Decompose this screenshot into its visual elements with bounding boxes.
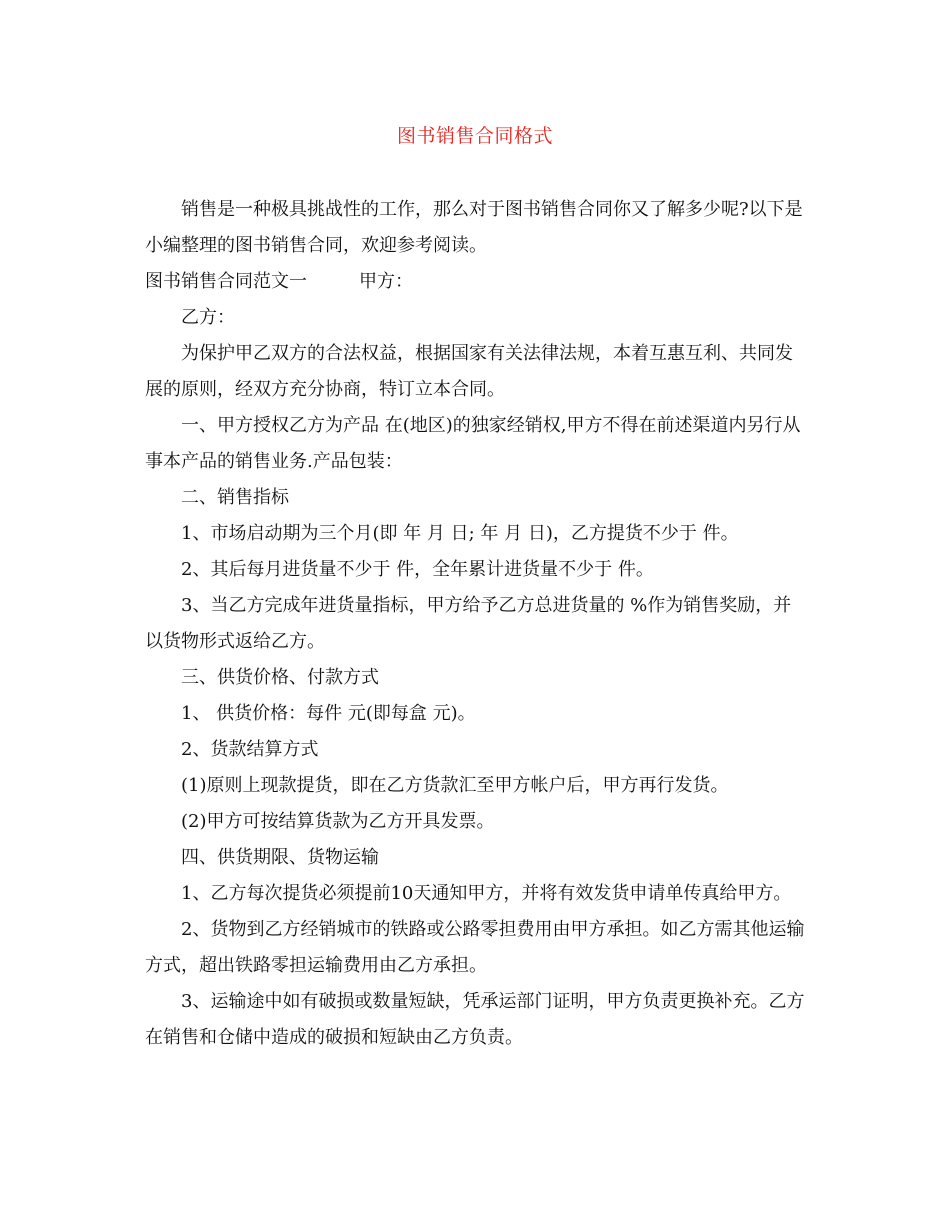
party-b-label: 乙方：	[181, 307, 235, 328]
paragraph: 1、 供货价格：每件 元(即每盒 元)。	[181, 703, 476, 724]
document-body	[145, 192, 805, 1056]
sample-heading: 图书销售合同范文一	[145, 271, 307, 292]
paragraph: 2、货物到乙方经销城市的铁路或公路零担费用由甲方承担。如乙方需其他运输方式，超出铁路零担运输费用由乙方承担。	[145, 919, 805, 976]
paragraph: 3、当乙方完成年进货量指标，甲方给予乙方总进货量的 %作为销售奖励，并以货物形式返给乙方。	[145, 595, 792, 652]
document-title: 图书销售合同格式	[396, 125, 553, 147]
section-heading: 三、供货价格、付款方式	[181, 667, 379, 688]
sample-heading-line	[145, 264, 805, 300]
paragraph: 一、甲方授权乙方为产品 在(地区)的独家经销权,甲方不得在前述渠道内另行从事本产品的销售业务.产品包装：	[145, 415, 801, 472]
paragraph: (2)甲方可按结算货款为乙方开具发票。	[181, 811, 495, 832]
party-a-label: 甲方：	[359, 271, 413, 292]
paragraph: 为保护甲乙双方的合法权益，根据国家有关法律法规，本着互惠互利、共同发展的原则，经双方充分协商，特订立本合同。	[145, 343, 793, 400]
intro-paragraph: 销售是一种极具挑战性的工作，那么对于图书销售合同你又了解多少呢?以下是小编整理的图书销售合同，欢迎参考阅读。	[145, 199, 803, 256]
paragraph: 2、货款结算方式	[181, 739, 319, 760]
paragraph: (1)原则上现款提货，即在乙方货款汇至甲方帐户后，甲方再行发货。	[181, 775, 729, 796]
paragraph: 2、其后每月进货量不少于 件，全年累计进货量不少于 件。	[181, 559, 654, 580]
paragraph: 1、乙方每次提货必须提前10天通知甲方，并将有效发货申请单传真给甲方。	[181, 883, 792, 904]
paragraph: 3、运输途中如有破损或数量短缺，凭承运部门证明，甲方负责更换补充。乙方在销售和仓储中造成的破损和短缺由乙方负责。	[145, 991, 805, 1048]
section-heading: 二、销售指标	[181, 487, 289, 508]
section-heading: 四、供货期限、货物运输	[181, 847, 379, 868]
paragraph: 1、市场启动期为三个月(即 年 月 日; 年 月 日)，乙方提货不少于 件。	[181, 523, 739, 544]
